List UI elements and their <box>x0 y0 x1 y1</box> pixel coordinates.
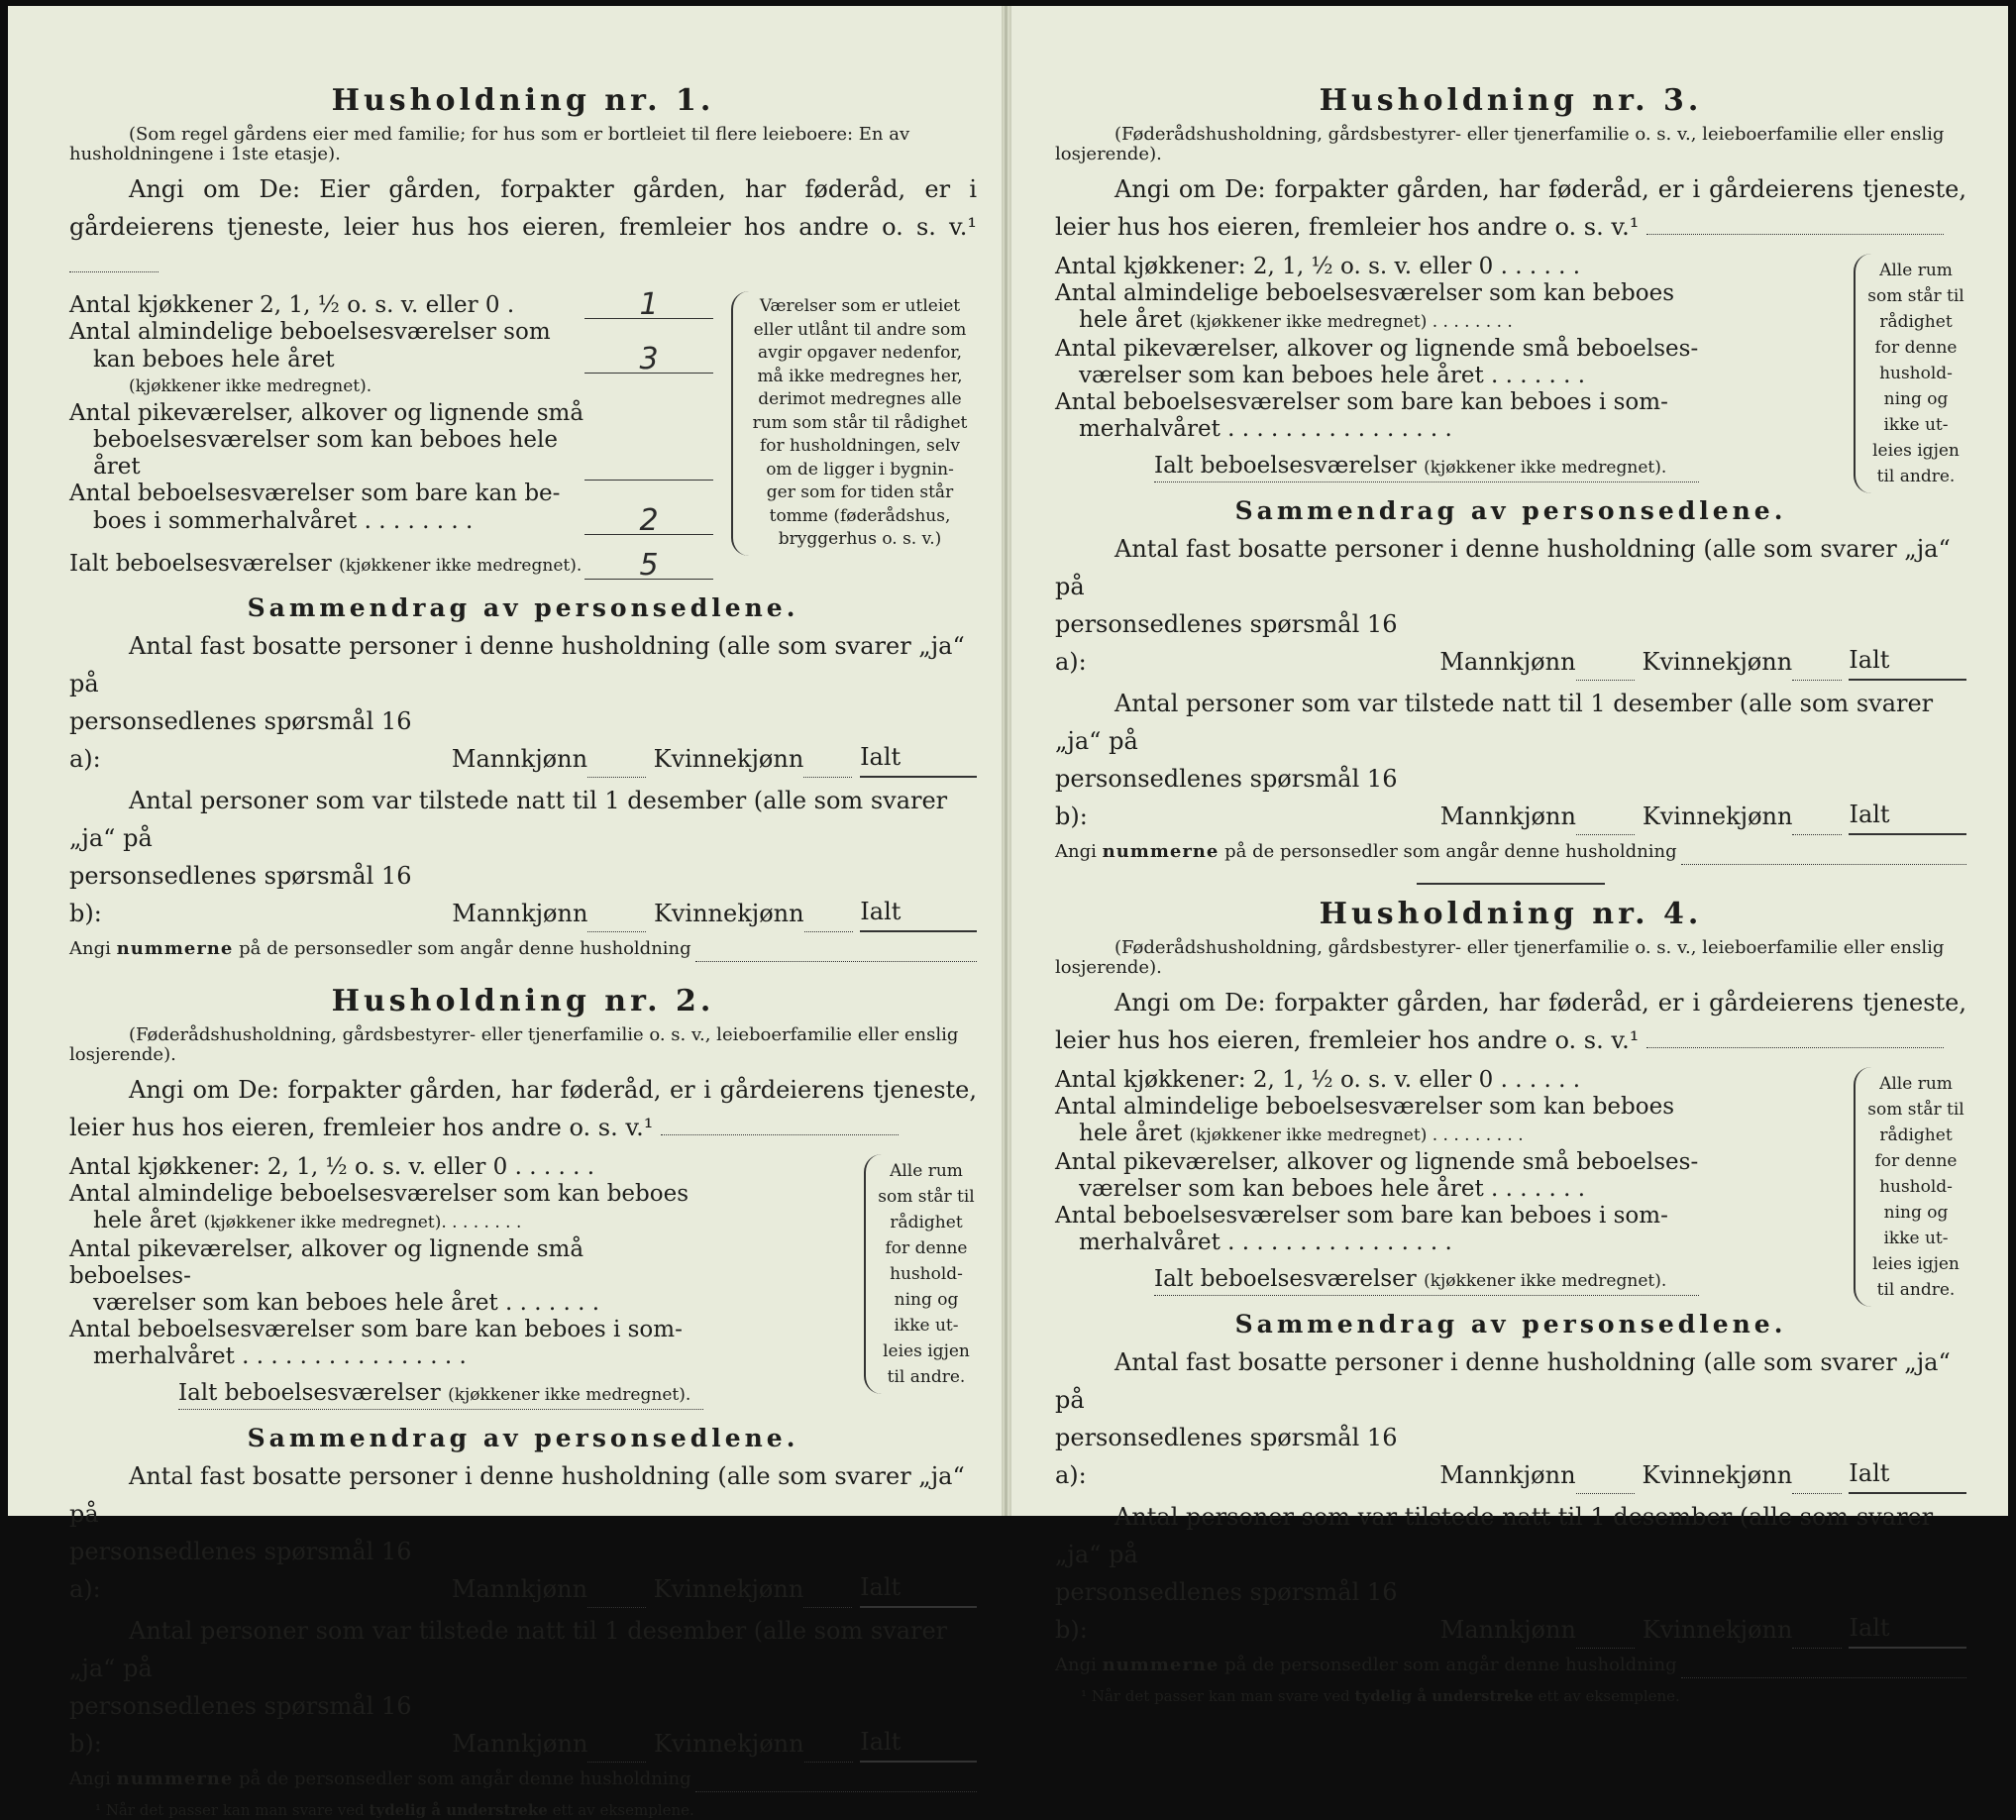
section-separator <box>1417 883 1605 885</box>
hh3-kitchens-label: Antal kjøkkener: 2, 1, ½ o. s. v. eller 0 . . . . . . <box>1055 254 1581 279</box>
hh2-a-ialt-field[interactable] <box>860 1568 977 1608</box>
right-footnote-pre: ¹ Når det passer kan man svare ved <box>1081 1687 1350 1705</box>
hh3-ialt-label <box>1154 453 1699 482</box>
household-2-room-lines <box>69 1154 703 1410</box>
hh1-side-line: eller utlånt til andre som <box>753 319 967 340</box>
household-1-rooms <box>69 287 977 583</box>
hh1-b-ialt-label: Ialt <box>860 898 902 925</box>
hh4-kitchens-row <box>1055 1067 1699 1094</box>
hh3-a-ialt-label: Ialt <box>1849 646 1890 674</box>
hh1-alm-value[interactable]: 3 <box>584 346 713 374</box>
hh4-side-line: leies igjen <box>1872 1254 1960 1274</box>
hh3-summary-a-question: personsedlenes spørsmål 16 a): <box>1055 610 1398 676</box>
hh2-a-ialt-label: Ialt <box>860 1573 902 1601</box>
left-column <box>69 83 977 1820</box>
hh2-alm-row-2 <box>69 1208 703 1236</box>
hh3-summary-a-text: Antal fast bosatte personer i denne husholdning (alle som svarer „ja“ på <box>1055 535 1951 600</box>
hh2-summary-b-text: Antal personer som var tilstede natt til 1 desember (alle som svarer „ja“ på <box>69 1617 948 1682</box>
hh1-kitchens-value[interactable]: 1 <box>584 291 713 319</box>
hh1-b-mann-label: Mannkjønn <box>452 900 588 927</box>
hh4-side-line: rådighet <box>1879 1125 1953 1145</box>
hh2-nums-post: på de personsedler som angår denne husholdning <box>239 1768 691 1789</box>
hh2-alm-label-1: Antal almindelige beboelsesværelser som kan beboes <box>69 1181 690 1207</box>
hh3-sommer-label-2: merhalvåret . . . . . . . . . . . . . . . . <box>1079 416 1452 442</box>
hh4-sommer-row-1 <box>1055 1203 1699 1230</box>
hh4-side-line: hushold- <box>1879 1177 1953 1197</box>
hh1-sommer-label-1: Antal beboelsesværelser som bare kan be- <box>69 481 561 506</box>
hh1-alm-label-2: kan beboes hele året <box>93 347 335 373</box>
household-4-title: Husholdning nr. 4. <box>1319 897 1703 931</box>
hh4-b-mann-label: Mannkjønn <box>1439 1616 1576 1644</box>
hh1-summary-b-text: Antal personer som var tilstede natt til 1 desember (alle som svarer „ja“ på <box>69 787 948 852</box>
hh2-side-line: ikke ut- <box>894 1316 959 1336</box>
hh3-side-line: til andre. <box>1876 467 1956 486</box>
hh1-kitchens-label: Antal kjøkkener 2, 1, ½ o. s. v. eller 0 . <box>69 292 515 318</box>
hh4-alm-small: (kjøkkener ikke medregnet) . . . . . . . . . <box>1189 1125 1524 1145</box>
hh2-side-line: leies igjen <box>883 1341 970 1361</box>
hh4-summary-a-row <box>1055 1419 1966 1494</box>
hh4-pike-label-2: værelser som kan beboes hele året . . . . . . . <box>1079 1176 1586 1202</box>
left-footnote-post: ett av eksemplene. <box>552 1801 694 1819</box>
hh1-summary-b-row <box>69 857 977 932</box>
hh1-side-line: for husholdningen, selv <box>759 436 961 456</box>
hh2-summary-b-question: personsedlenes spørsmål 16 b): <box>69 1692 412 1758</box>
hh1-a-kvinne-field[interactable] <box>803 753 852 778</box>
hh4-a-kvinne-field[interactable] <box>1792 1469 1841 1494</box>
household-4-angi <box>1055 984 1966 1059</box>
hh3-alm-row-2 <box>1055 307 1699 336</box>
hh2-alm-label-2 <box>93 1208 703 1236</box>
hh3-side-line: rådighet <box>1879 312 1953 332</box>
hh4-b-kvinne-field[interactable] <box>1792 1624 1841 1649</box>
hh3-pike-row-1 <box>1055 336 1699 363</box>
left-footnote-bold: tydelig å understreke <box>369 1801 548 1819</box>
hh4-a-mann-field[interactable] <box>1576 1469 1635 1494</box>
hh3-b-mann-field[interactable] <box>1576 810 1635 835</box>
household-2-note: (Føderådshusholdning, gårdsbestyrer- eller tjenerfamilie o. s. v., leieboerfamilie eller enslig losjerende). <box>69 1024 959 1065</box>
hh4-side-note <box>1854 1067 1966 1307</box>
household-1-angi-field[interactable] <box>69 252 159 272</box>
hh3-pike-row-2 <box>1055 363 1699 389</box>
hh1-alm-label-1: Antal almindelige beboelsesværelser som <box>69 319 551 345</box>
hh3-nums-post: på de personsedler som angår denne husholdning <box>1224 841 1677 862</box>
hh1-a-ialt-field[interactable] <box>860 738 977 778</box>
hh3-summary-title: Sammendrag av personsedlene. <box>1234 496 1787 525</box>
hh2-summary-b-row <box>69 1687 977 1763</box>
hh1-sommer-row-1 <box>69 481 713 507</box>
hh3-b-kvinne-field[interactable] <box>1792 810 1841 835</box>
hh1-a-mann-field[interactable] <box>587 753 646 778</box>
right-footnote <box>1055 1686 1966 1706</box>
household-3-room-lines <box>1055 254 1699 482</box>
hh2-sommer-row-2 <box>69 1343 703 1370</box>
hh1-numbers-row <box>69 936 977 962</box>
household-4 <box>1055 897 1966 1706</box>
hh1-alm-sub <box>69 374 713 400</box>
hh4-ialt-text: Ialt beboelsesværelser <box>1154 1266 1417 1292</box>
hh3-sommer-row-2 <box>1055 416 1699 443</box>
hh2-alm-row-1 <box>69 1181 703 1208</box>
household-3-angi-text: Angi om De: forpakter gården, har føderåd, er i gårdeierens tjeneste, leier hus hos eieren, fremleier hos andre o. s. v.¹ <box>1055 175 1966 241</box>
hh4-numbers-row <box>1055 1653 1966 1678</box>
hh1-ialt-row <box>69 548 713 583</box>
hh3-alm-text: hele året <box>1079 307 1183 333</box>
hh4-ialt-row <box>1055 1266 1699 1296</box>
hh1-b-kvinne-label: Kvinnekjønn <box>653 900 804 927</box>
household-4-room-lines <box>1055 1067 1699 1296</box>
household-3-title: Husholdning nr. 3. <box>1319 83 1703 118</box>
household-2-angi-text: Angi om De: forpakter gården, har føderåd, er i gårdeierens tjeneste, leier hus hos eieren, fremleier hos andre o. s. v.¹ <box>69 1076 977 1141</box>
hh2-summary-title: Sammendrag av personsedlene. <box>247 1424 799 1452</box>
hh4-b-ialt-label: Ialt <box>1849 1614 1890 1642</box>
hh3-nums-field[interactable] <box>1681 846 1966 865</box>
hh3-sommer-row-1 <box>1055 389 1699 416</box>
hh3-side-line: hushold- <box>1879 364 1953 383</box>
hh1-ialt-text: Ialt beboelsesværelser <box>69 551 332 577</box>
hh2-a-mann-label: Mannkjønn <box>451 1575 588 1603</box>
hh4-side-line: Alle rum <box>1879 1074 1953 1094</box>
hh1-side-line: Værelser som er utleiet <box>759 296 961 316</box>
hh4-nums-field[interactable] <box>1681 1659 1966 1678</box>
hh4-pike-row-1 <box>1055 1149 1699 1176</box>
right-footnote-bold: tydelig å understreke <box>1354 1687 1534 1705</box>
hh3-alm-label-1: Antal almindelige beboelsesværelser som kan beboes <box>1055 280 1675 306</box>
hh4-alm-label-2 <box>1079 1121 1699 1149</box>
hh4-side-line: for denne <box>1874 1151 1958 1171</box>
hh4-b-ialt-field[interactable] <box>1849 1609 1966 1649</box>
hh3-side-line: Alle rum <box>1879 261 1953 280</box>
hh1-nums-post: på de personsedler som angår denne husholdning <box>239 938 691 959</box>
hh3-pike-label-1: Antal pikeværelser, alkover og lignende små beboelses- <box>1055 336 1699 362</box>
hh4-sommer-label-1: Antal beboelsesværelser som bare kan beboes i som- <box>1055 1203 1668 1229</box>
hh4-side-line: som står til <box>1867 1100 1964 1120</box>
right-column <box>1055 83 1966 1706</box>
hh4-ialt-label <box>1154 1266 1699 1296</box>
hh2-summary-a-row <box>69 1533 977 1608</box>
hh3-kitchens-row <box>1055 254 1699 280</box>
left-footnote-pre: ¹ Når det passer kan man svare ved <box>95 1801 365 1819</box>
household-3 <box>1055 83 1966 885</box>
hh3-summary-b-row <box>1055 760 1966 835</box>
hh2-pike-label-2: værelser som kan beboes hele året . . . . . . . <box>93 1290 600 1316</box>
hh3-ialt-small: (kjøkkener ikke medregnet). <box>1424 458 1667 478</box>
hh1-b-mann-field[interactable] <box>587 908 646 932</box>
hh3-a-kvinne-field[interactable] <box>1792 656 1841 681</box>
hh3-side-note <box>1854 254 1966 493</box>
hh3-b-kvinne-label: Kvinnekjønn <box>1642 803 1793 830</box>
hh1-pike-row-2 <box>69 427 713 481</box>
household-3-angi-field[interactable] <box>1646 214 1944 235</box>
hh3-a-mann-label: Mannkjønn <box>1439 648 1576 676</box>
hh4-summary-b-row <box>1055 1573 1966 1649</box>
hh1-side-note <box>731 291 977 556</box>
hh2-kitchens-label: Antal kjøkkener: 2, 1, ½ o. s. v. eller 0 . . . . . . <box>69 1154 595 1180</box>
hh3-side-line: ning og <box>1883 389 1949 409</box>
hh1-a-mann-label: Mannkjønn <box>451 745 588 773</box>
hh1-side-line: derimot medregnes alle <box>758 389 962 409</box>
hh2-side-line: ning og <box>894 1290 959 1310</box>
hh3-a-kvinne-label: Kvinnekjønn <box>1642 648 1793 676</box>
hh2-nums-pre: Angi <box>69 1768 111 1789</box>
hh1-pike-label-1: Antal pikeværelser, alkover og lignende små <box>69 400 584 426</box>
hh1-nums-bold: nummerne <box>116 938 234 959</box>
hh3-summary-b-question: personsedlenes spørsmål 16 b): <box>1055 765 1398 830</box>
hh4-pike-label-1: Antal pikeværelser, alkover og lignende små beboelses- <box>1055 1149 1699 1175</box>
hh2-ialt-text: Ialt beboelsesværelser <box>178 1380 441 1406</box>
left-page <box>8 6 1008 1819</box>
hh4-sommer-row-2 <box>1055 1230 1699 1256</box>
hh1-sommer-label-2: boes i sommerhalvåret . . . . . . . . <box>93 508 474 534</box>
hh4-summary-a-text: Antal fast bosatte personer i denne husholdning (alle som svarer „ja“ på <box>1055 1348 1951 1414</box>
hh1-side-line: ger som for tiden står <box>766 482 954 502</box>
hh3-ialt-text: Ialt beboelsesværelser <box>1154 453 1417 479</box>
hh3-b-ialt-field[interactable] <box>1849 796 1966 835</box>
hh2-ialt-small: (kjøkkener ikke medregnet). <box>448 1385 691 1405</box>
household-2 <box>69 984 977 1820</box>
hh1-summary-a-question: personsedlenes spørsmål 16 a): <box>69 707 412 773</box>
hh4-a-mann-label: Mannkjønn <box>1439 1461 1576 1489</box>
hh4-summary-a-question: personsedlenes spørsmål 16 a): <box>1055 1424 1398 1489</box>
hh4-ialt-small: (kjøkkener ikke medregnet). <box>1424 1271 1667 1291</box>
hh1-summary-title: Sammendrag av personsedlene. <box>247 593 799 622</box>
hh2-alm-text: hele året <box>93 1208 197 1233</box>
household-4-angi-field[interactable] <box>1646 1027 1944 1048</box>
hh2-side-line: for denne <box>885 1238 968 1258</box>
household-2-angi-field[interactable] <box>661 1115 899 1135</box>
hh4-a-kvinne-label: Kvinnekjønn <box>1642 1461 1793 1489</box>
hh4-side-line: ning og <box>1883 1203 1949 1223</box>
hh1-sommer-value[interactable]: 2 <box>584 507 713 535</box>
hh3-nums-bold: nummerne <box>1102 841 1220 862</box>
hh1-side-line: bryggerhus o. s. v.) <box>778 529 942 549</box>
hh3-alm-row-1 <box>1055 280 1699 307</box>
hh1-a-kvinne-label: Kvinnekjønn <box>653 745 804 773</box>
hh2-nums-field[interactable] <box>695 1773 977 1792</box>
hh4-nums-post: på de personsedler som angår denne husholdning <box>1224 1655 1677 1675</box>
hh2-pike-label-1: Antal pikeværelser, alkover og lignende små beboelses- <box>69 1236 584 1289</box>
hh2-summary-a-text: Antal fast bosatte personer i denne husholdning (alle som svarer „ja“ på <box>69 1462 965 1528</box>
hh3-alm-small: (kjøkkener ikke medregnet) . . . . . . . . <box>1189 312 1513 332</box>
hh2-sommer-label-1: Antal beboelsesværelser som bare kan beboes i som- <box>69 1317 683 1342</box>
household-1-note: (Som regel gårdens eier med familie; for hus som er bortleiet til flere leieboere: En av husholdningene i 1ste etasje). <box>69 124 910 164</box>
hh4-nums-bold: nummerne <box>1102 1655 1220 1675</box>
hh1-kitchens-row <box>69 287 713 322</box>
hh2-a-mann-field[interactable] <box>587 1583 646 1608</box>
hh4-alm-text: hele året <box>1079 1121 1183 1146</box>
hh4-pike-row-2 <box>1055 1176 1699 1203</box>
hh2-alm-small: (kjøkkener ikke medregnet). . . . . . . . <box>203 1213 522 1232</box>
hh2-side-line: rådighet <box>890 1213 963 1232</box>
hh4-summary-b-question: personsedlenes spørsmål 16 b): <box>1055 1578 1398 1644</box>
right-page <box>1008 6 2008 1705</box>
hh3-sommer-label-1: Antal beboelsesværelser som bare kan beboes i som- <box>1055 389 1668 415</box>
hh4-a-ialt-label: Ialt <box>1849 1459 1890 1487</box>
hh2-numbers-row <box>69 1766 977 1792</box>
household-2-angi <box>69 1071 977 1146</box>
hh2-side-line: hushold- <box>890 1264 963 1284</box>
household-1-angi <box>69 170 977 283</box>
hh1-alm-row-1 <box>69 319 713 346</box>
hh1-a-ialt-label: Ialt <box>860 743 902 771</box>
household-1-title: Husholdning nr. 1. <box>331 83 715 118</box>
household-1-angi-text: Angi om De: Eier gården, forpakter gården, har føderåd, er i gårdeierens tjeneste, leier hus hos eieren, fremleier hos andre o. s. v.¹ <box>69 175 977 241</box>
hh3-summary-b-text: Antal personer som var tilstede natt til 1 desember (alle som svarer „ja“ på <box>1055 690 1934 755</box>
hh3-side-line: som står til <box>1867 286 1964 306</box>
hh2-summary-a-question: personsedlenes spørsmål 16 a): <box>69 1538 412 1603</box>
hh2-pike-row-1 <box>69 1236 703 1290</box>
hh1-side-line: avgir opgaver nedenfor, <box>757 343 962 363</box>
hh1-b-ialt-field[interactable] <box>860 893 977 932</box>
hh2-b-mann-field[interactable] <box>587 1738 646 1763</box>
hh3-side-line: leies igjen <box>1872 441 1960 461</box>
hh1-side-line: om de ligger i bygnin- <box>766 459 954 480</box>
hh3-pike-label-2: værelser som kan beboes hele året . . . . . . . <box>1079 363 1586 388</box>
hh3-b-mann-label: Mannkjønn <box>1439 803 1576 830</box>
hh2-a-kvinne-label: Kvinnekjønn <box>653 1575 804 1603</box>
hh1-summary-b-question: personsedlenes spørsmål 16 b): <box>69 862 412 927</box>
hh2-ialt-row <box>69 1380 703 1410</box>
hh4-nums-pre: Angi <box>1055 1655 1097 1675</box>
hh3-a-mann-field[interactable] <box>1576 656 1635 681</box>
household-4-rooms <box>1055 1067 1966 1300</box>
hh2-side-note <box>864 1154 977 1394</box>
household-2-rooms <box>69 1154 977 1410</box>
hh1-sommer-row-2 <box>69 503 713 538</box>
hh4-b-kvinne-label: Kvinnekjønn <box>1642 1616 1793 1644</box>
hh2-sommer-row-1 <box>69 1317 703 1343</box>
hh2-sommer-label-2: merhalvåret . . . . . . . . . . . . . . . . <box>93 1343 467 1369</box>
hh1-summary-a-text: Antal fast bosatte personer i denne husholdning (alle som svarer „ja“ på <box>69 632 965 697</box>
household-1 <box>69 83 977 962</box>
hh4-side-line: ikke ut- <box>1883 1229 1949 1248</box>
hh2-side-line: som står til <box>878 1187 975 1207</box>
hh4-summary-b-text: Antal personer som var tilstede natt til 1 desember (alle som svarer „ja“ på <box>1055 1503 1934 1568</box>
hh4-side-line: til andre. <box>1876 1280 1956 1300</box>
hh3-alm-label-2 <box>1079 307 1699 336</box>
hh2-a-kvinne-field[interactable] <box>803 1583 852 1608</box>
hh1-side-line: tomme (føderådshus, <box>769 505 951 526</box>
hh4-sommer-label-2: merhalvåret . . . . . . . . . . . . . . . . <box>1079 1230 1452 1255</box>
hh2-side-line: til andre. <box>887 1367 966 1387</box>
hh2-b-kvinne-field[interactable] <box>804 1738 853 1763</box>
hh1-pike-row-1 <box>69 400 713 427</box>
hh4-kitchens-label: Antal kjøkkener: 2, 1, ½ o. s. v. eller 0 . . . . . . <box>1055 1067 1581 1093</box>
hh4-summary-title: Sammendrag av personsedlene. <box>1234 1310 1787 1338</box>
household-1-room-lines <box>69 287 713 583</box>
hh3-b-ialt-label: Ialt <box>1849 801 1890 828</box>
hh3-numbers-row <box>1055 839 1966 865</box>
hh1-nums-field[interactable] <box>695 943 977 962</box>
hh3-summary-a-row <box>1055 605 1966 681</box>
hh2-pike-row-2 <box>69 1290 703 1317</box>
hh2-side-line: Alle rum <box>890 1161 963 1181</box>
hh4-alm-row-2 <box>1055 1121 1699 1149</box>
household-3-note: (Føderådshusholdning, gårdsbestyrer- eller tjenerfamilie o. s. v., leieboerfamilie eller enslig losjerende). <box>1055 124 1945 164</box>
hh1-b-kvinne-field[interactable] <box>804 908 853 932</box>
household-3-rooms <box>1055 254 1966 486</box>
household-2-title: Husholdning nr. 2. <box>331 984 715 1018</box>
household-4-note: (Føderådshusholdning, gårdsbestyrer- eller tjenerfamilie o. s. v., leieboerfamilie eller enslig losjerende). <box>1055 937 1945 978</box>
hh4-a-ialt-field[interactable] <box>1849 1454 1966 1494</box>
right-footnote-post: ett av eksemplene. <box>1538 1687 1680 1705</box>
hh3-side-line: ikke ut- <box>1883 415 1949 435</box>
hh1-side-line: må ikke medregnes her, <box>757 366 963 386</box>
household-4-angi-text: Angi om De: forpakter gården, har føderåd, er i gårdeierens tjeneste, leier hus hos eieren, fremleier hos andre o. s. v.¹ <box>1055 989 1966 1054</box>
hh1-summary-a-row <box>69 702 977 778</box>
hh1-side-line: rum som står til rådighet <box>752 412 968 433</box>
hh2-nums-bold: nummerne <box>116 1768 234 1789</box>
hh3-a-ialt-field[interactable] <box>1849 641 1966 681</box>
hh2-b-ialt-field[interactable] <box>860 1723 977 1763</box>
hh1-ialt-label <box>69 551 584 580</box>
left-footnote <box>69 1800 977 1820</box>
hh1-alm-sub-label: (kjøkkener ikke medregnet). <box>129 376 372 396</box>
census-form-sheet <box>8 6 2008 1819</box>
hh2-b-mann-label: Mannkjønn <box>452 1730 588 1758</box>
hh1-pike-label-2: beboelsesværelser som kan beboes hele året <box>93 427 558 480</box>
hh4-b-mann-field[interactable] <box>1576 1624 1635 1649</box>
hh1-ialt-value[interactable]: 5 <box>584 552 713 580</box>
hh2-kitchens-row <box>69 1154 703 1181</box>
hh3-ialt-row <box>1055 453 1699 482</box>
hh3-nums-pre: Angi <box>1055 841 1097 862</box>
hh2-b-kvinne-label: Kvinnekjønn <box>653 1730 804 1758</box>
hh4-alm-row-1 <box>1055 1094 1699 1121</box>
hh1-alm-row-2 <box>69 342 713 376</box>
hh2-ialt-label <box>178 1380 703 1410</box>
hh3-side-line: for denne <box>1874 338 1958 358</box>
hh1-nums-pre: Angi <box>69 938 111 959</box>
hh1-pike-value[interactable] <box>584 453 713 481</box>
hh1-ialt-small: (kjøkkener ikke medregnet). <box>339 556 583 576</box>
hh4-alm-label-1: Antal almindelige beboelsesværelser som kan beboes <box>1055 1094 1675 1120</box>
hh2-b-ialt-label: Ialt <box>860 1728 902 1756</box>
household-3-angi <box>1055 170 1966 246</box>
